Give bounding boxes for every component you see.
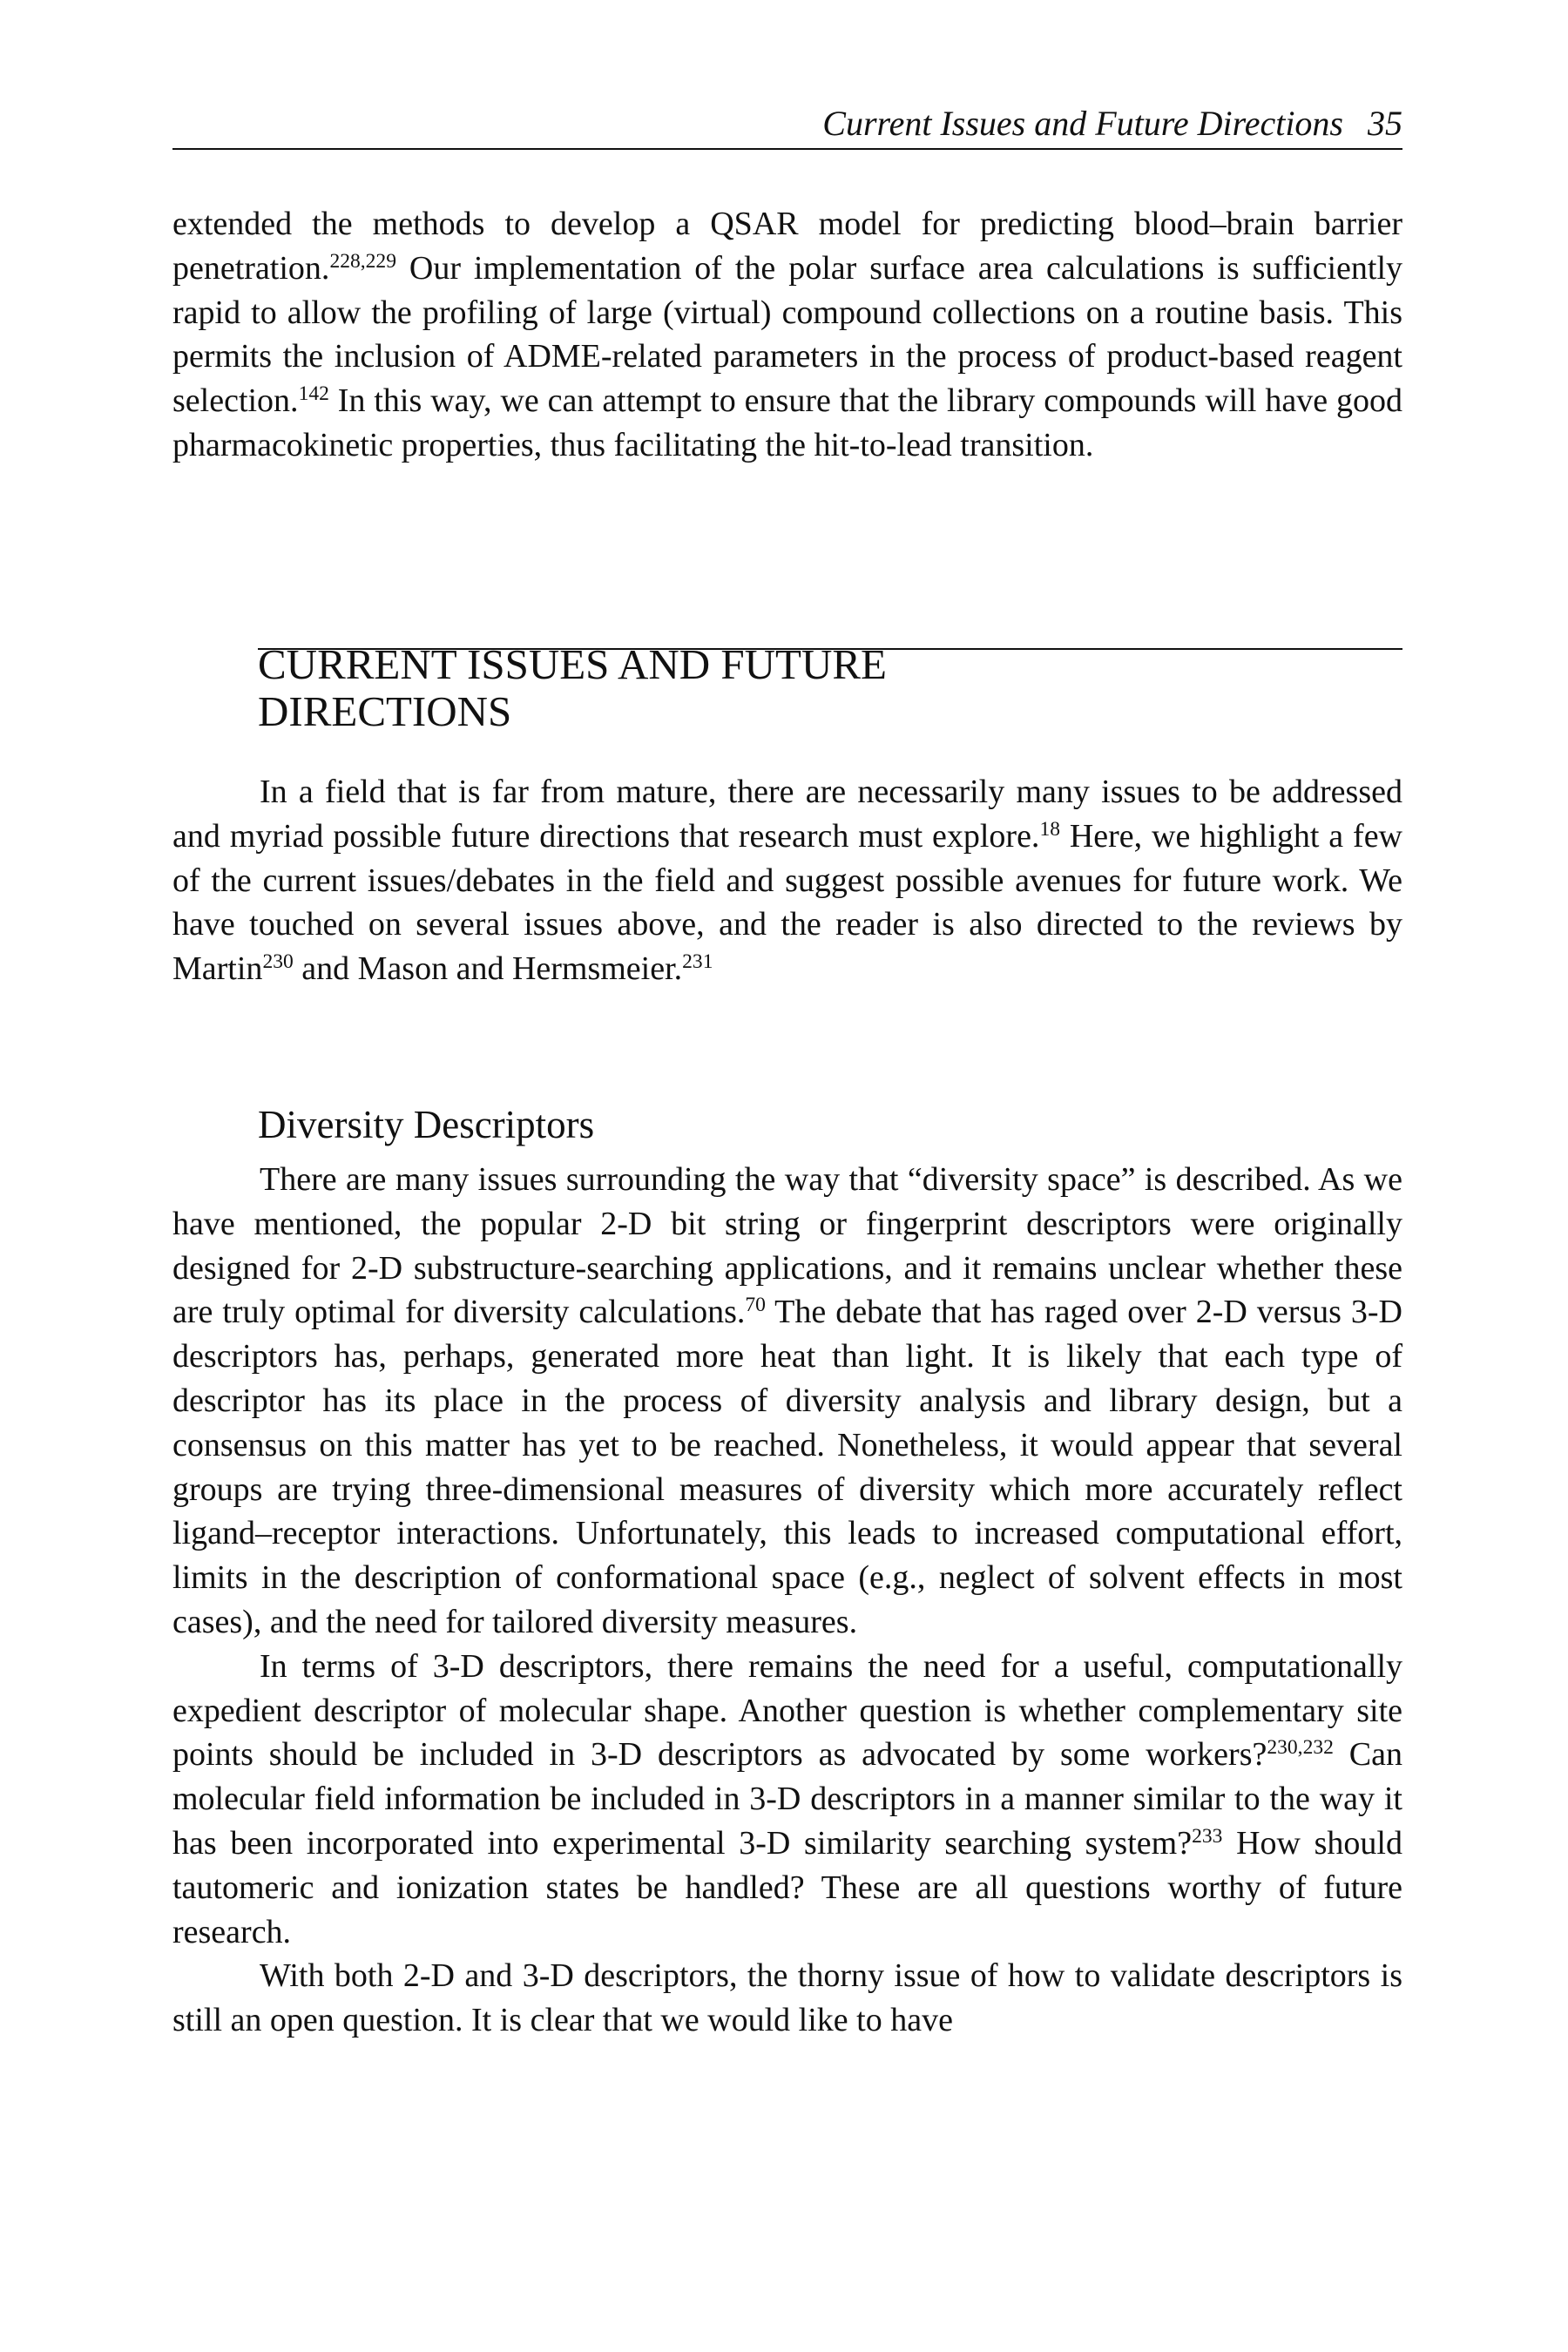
text-run: With both 2-D and 3-D descriptors, the thorny issue of how to validate descriptors is still an open question. It is clear that we would like to have — [172, 1957, 1402, 2039]
paragraph — [172, 1158, 1402, 1645]
citation-ref: 228,229 — [329, 249, 396, 273]
text-run: In a field that is far from mature, there are necessarily many issues to be addressed and myriad possible future directions that research must explore. — [172, 774, 1402, 855]
citation-ref: 142 — [298, 382, 329, 406]
citation-ref: 70 — [745, 1294, 766, 1317]
running-head-title: Current Issues and Future Directions — [822, 104, 1343, 143]
citation-ref: 230 — [262, 950, 294, 974]
citation-ref: 230,232 — [1267, 1736, 1334, 1760]
section-heading: CURRENT ISSUES AND FUTURE DIRECTIONS — [258, 640, 887, 735]
subsection-body — [172, 1158, 1402, 2043]
text-run: Can molecular field information be included in 3-D descriptors in a manner similar to the way it has been incorporated into experimental 3-D similarity searching system? — [172, 1736, 1402, 1862]
citation-ref: 231 — [682, 950, 713, 974]
text-run: How should tautomeric and ionization states be handled? These are all questions worthy of future research. — [172, 1824, 1402, 1950]
section-intro — [172, 770, 1402, 991]
paragraph — [172, 1954, 1402, 2043]
text-run: Here, we highlight a few of the current issues/debates in the field and suggest possible avenues for future work. We have touched on several issues above, and the reader is also directed to the reviews by Martin — [172, 817, 1402, 988]
citation-ref: 233 — [1192, 1825, 1223, 1848]
text-run: In this way, we can attempt to ensure that the library compounds will have good pharmacokinetic properties, thus facilitating the hit-to-lead transition. — [172, 382, 1402, 463]
subsection-heading: Diversity Descriptors — [258, 1103, 595, 1146]
text-run: Our implementation of the polar surface area calculations is sufficiently rapid to allow the profiling of large (virtual) compound collections on a routine basis. This permits the inclusion of ADME-related parameters in the process of product-based reagent selection. — [172, 249, 1402, 420]
paragraph — [172, 202, 1402, 468]
running-head — [172, 103, 1402, 150]
paragraph-continued — [172, 202, 1402, 468]
page-number: 35 — [1368, 104, 1402, 143]
text-run: The debate that has raged over 2-D versus 3-D descriptors has, perhaps, generated more heat than light. It is likely that each type of descriptor has its place in the process of diversity analysis and library design, but a consensus on this matter has yet to be reached. Nonetheless, it would appear that several groups are trying three-dimensional measures of diversity which more accurately reflect ligand–receptor interactions. Unfortunately, this leads to increased computational effort, limits in the description of conformational space (e.g., neglect of solvent effects in most cases), and the need for tailored diversity measures. — [172, 1294, 1402, 1640]
text-run: In terms of 3-D descriptors, there remains the need for a useful, computationally expedient descriptor of molecular shape. Another question is whether complementary site points should be included in 3-D descriptors as advocated by some workers? — [172, 1647, 1402, 1774]
text-run: extended the methods to develop a QSAR model for predicting blood–brain barrier penetration. — [172, 206, 1402, 287]
citation-ref: 18 — [1039, 817, 1060, 841]
paragraph — [172, 770, 1402, 991]
text-run: There are many issues surrounding the way that “diversity space” is described. As we have mentioned, the popular 2-D bit string or fingerprint descriptors were originally designed for 2-D substructure-searching applications, and it remains unclear whether these are truly optimal for diversity calculations. — [172, 1161, 1402, 1331]
text-run: and Mason and Hermsmeier. — [293, 950, 683, 988]
paragraph — [172, 1645, 1402, 1955]
